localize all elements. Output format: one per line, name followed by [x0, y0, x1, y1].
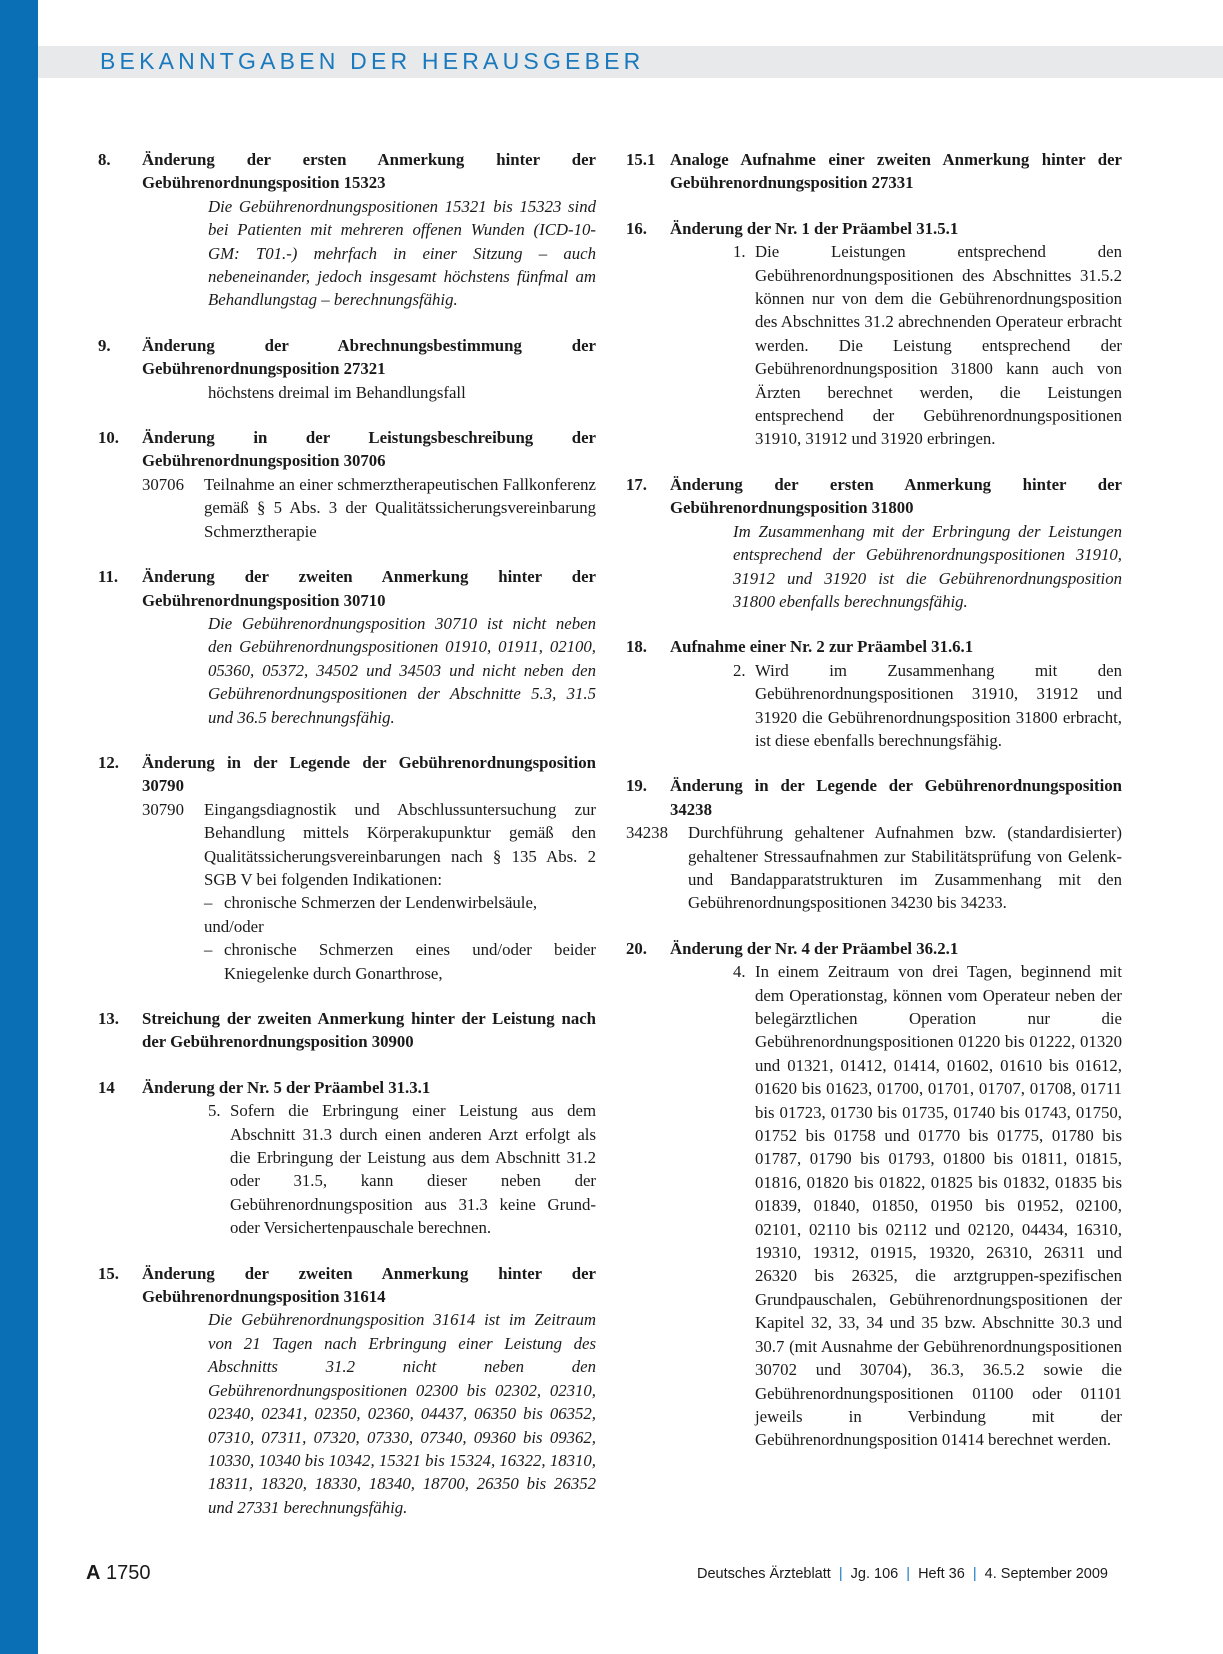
journal-date: 4. September 2009: [984, 1566, 1108, 1582]
item-number: 19.: [626, 776, 647, 796]
item-text: In einem Zeitraum von drei Tagen, beginnend mit dem Operationstag, können vom Operateur neben der belegärztlichen Operation nur die Gebührenordnungspositionen 01220 bis 01222, 01320 und 01321, 01412, 01414, 01602, 01610 bis 01612, 01620 bis 01623, 01700, 01701, 01707, 01708, 01711 bis 01723, 01730 bis 01735, 01740 bis 01743, 01750, 01752 bis 01758 und 01770 bis 01775, 01780 bis 01787, 01790 bis 01793, 01800 bis 01811, 01815, 01816, 01820 bis 01822, 01825 bis 01832, 01835 bis 01839, 01840, 01850, 01950 bis 01952, 02100, 02101, 02110 bis 02112 und 02120, 04434, 16310, 19310, 19312, 01915, 19320, 26310, 26311 und 26320 bis 26325, die arztgruppen-spezifischen Grundpauschalen, Gebührenordnungspositionen der Kapitel 32, 33, 34 und 35 bzw. Abschnitte 30.3 und 30.7 (mit Ausnahme der Gebührenordnungspositionen 30702 und 30704), 36.3, 36.5.2 sowie die Gebührenordnungspositionen 01100 oder 01101 jeweils in Verbindung mit der Gebührenordnungsposition 01414 berechnet werden.: [755, 962, 1122, 1450]
side-color-bar: [0, 0, 38, 1654]
item-8: [98, 148, 596, 312]
paragraph-number: 4.: [733, 962, 746, 982]
item-title: Analoge Aufnahme einer zweiten Anmerkung hinter der Gebührenordnungsposition 27331: [670, 150, 1122, 193]
item-text: Teilnahme an einer schmerztherapeutischen Fallkonferenz gemäß § 5 Abs. 3 der Qualitätssicherungsvereinbarung Schmerztherapie: [204, 474, 596, 541]
item-title: Änderung der zweiten Anmerkung hinter der Gebührenordnungsposition 31614: [142, 1263, 596, 1307]
indication-item: – chronische Schmerzen der Lendenwirbelsäule,: [204, 893, 538, 913]
item-title: Änderung in der Leistungsbeschreibung der Gebührenordnungsposition 30706: [142, 428, 596, 471]
item-title: Änderung in der Legende der Gebührenordnungsposition 30790: [142, 752, 596, 796]
item-text: Im Zusammenhang mit der Erbringung der Leistungen entsprechend der Gebührenordnungspositionen 31910, 31912 und 31920 ist die Gebührenordnungsposition 31800 ebenfalls berechnungsfähig.: [733, 521, 1122, 611]
item-title: Streichung der zweiten Anmerkung hinter der Leistung nach der Gebührenordnungsposition 30900: [142, 1009, 596, 1052]
item-16: [626, 217, 1122, 451]
item-title: Änderung der Nr. 1 der Präambel 31.5.1: [670, 218, 959, 238]
item-number: 11.: [98, 567, 119, 587]
journal-issue: Heft 36: [918, 1566, 965, 1582]
separator: |: [838, 1566, 843, 1582]
item-number: 10.: [98, 428, 119, 448]
item-number: 9.: [98, 335, 111, 355]
position-code: 30790: [142, 799, 184, 819]
item-text: Die Gebührenordnungsposition 30710 ist nicht neben den Gebührenordnungspositionen 01910, 01911, 02100, 05360, 05372, 34502 und 34503 und nicht neben den Gebührenordnungspositionen der Abschnitte 5.3, 31.5 und 36.5 berechnungsfähig.: [208, 613, 596, 727]
item-text: Die Leistungen entsprechend den Gebührenordnungspositionen des Abschnittes 31.5.2 können nur von dem die Gebührenordnungsposition des Abschnittes 31.2 abrechnenden Operateur erbracht werden. Die Leistung entsprechend der Gebührenordnungsposition 31800 kann auch von Ärzten berechnet werden, die Leistungen entsprechend der Gebührenordnungspositionen 31910, 31912 und 31920 erbringen.: [755, 242, 1122, 449]
indication-item: – chronische Schmerzen eines und/oder beider Kniegelenke durch Gonarthrose,: [204, 940, 596, 983]
item-text: höchstens dreimal im Behandlungsfall: [208, 382, 466, 402]
left-column: [98, 148, 596, 1541]
item-12: [98, 751, 596, 985]
item-15-1: [626, 148, 1122, 195]
item-number: 14: [98, 1077, 115, 1097]
item-17: [626, 473, 1122, 613]
paragraph-number: 2.: [733, 660, 746, 680]
separator: |: [906, 1566, 911, 1582]
item-text: Sofern die Erbringung einer Leistung aus dem Abschnitt 31.3 durch einen anderen Arzt erfolgt als die Erbringung der Leistung aus dem Abschnitt 31.2 oder 31.5, kann dieser neben der Gebührenordnungsposition aus 31.3 keine Grund- oder Versichertenpauschale berechnen.: [230, 1101, 596, 1238]
paragraph-number: 1.: [733, 242, 746, 262]
item-number: 12.: [98, 752, 119, 772]
item-text: Eingangsdiagnostik und Abschlussuntersuchung zur Behandlung mittels Körperakupunktur gemäß den Qualitätssicherungsvereinbarungen nach § 135 Abs. 2 SGB V bei folgenden Indikationen:: [204, 799, 596, 889]
item-20: [626, 937, 1122, 1452]
item-title: Änderung der Abrechnungsbestimmung der Gebührenordnungsposition 27321: [142, 335, 596, 379]
journal-name: Deutsches Ärzteblatt: [697, 1566, 831, 1582]
item-title: Änderung der zweiten Anmerkung hinter der Gebührenordnungsposition 30710: [142, 567, 596, 610]
page-number: [86, 1562, 151, 1585]
section-header-title: BEKANNTGABEN DER HERAUSGEBER: [100, 48, 645, 74]
item-text: Die Gebührenordnungspositionen 15321 bis 15323 sind bei Patienten mit mehreren offenen Wunden (ICD-10-GM: T01.-) mehrfach in einer Sitzung – auch nebeneinander, jedoch insgesamt höchstens fünfmal am Behandlungstag – berechnungsfähig.: [208, 196, 596, 310]
position-code: 34238: [626, 823, 668, 843]
separator: |: [972, 1566, 977, 1582]
item-14: [98, 1076, 596, 1240]
item-11: [98, 565, 596, 729]
item-number: 20.: [626, 938, 647, 958]
item-title: Änderung der Nr. 5 der Präambel 31.3.1: [142, 1077, 431, 1097]
item-title: Änderung der Nr. 4 der Präambel 36.2.1: [670, 938, 959, 958]
page-number-value: 1750: [106, 1562, 151, 1584]
item-number: 15.1: [626, 150, 656, 169]
item-15: [98, 1262, 596, 1519]
item-number: 18.: [626, 637, 647, 657]
journal-info: [697, 1566, 1108, 1582]
item-number: 8.: [98, 150, 111, 169]
item-18: [626, 635, 1122, 752]
item-13: [98, 1007, 596, 1054]
item-19: [626, 774, 1122, 914]
item-text: Die Gebührenordnungsposition 31614 ist im Zeitraum von 21 Tagen nach Erbringung einer Leistung des Abschnitts 31.2 nicht neben den Gebührenordnungspositionen 02300 bis 02302, 02310, 02340, 02341, 02350, 02360, 04437, 06350 bis 06352, 07310, 07311, 07320, 07330, 07340, 09360 bis 09362, 10330, 10340 bis 10342, 15321 bis 15324, 16322, 18310, 18311, 18320, 18330, 18340, 18700, 26350 bis 26352 und 27331 berechnungsfähig.: [208, 1310, 596, 1517]
journal-volume: Jg. 106: [850, 1566, 899, 1582]
item-title: Aufnahme einer Nr. 2 zur Präambel 31.6.1: [670, 637, 974, 657]
item-text: Durchführung gehaltener Aufnahmen bzw. (standardisierter) gehaltener Stressaufnahmen zur Stabilitätsprüfung von Gelenk- und Bandapparatstrukturen im Zusammenhang mit den Gebührenordnungspositionen 34230 bis 34233.: [688, 823, 1122, 913]
item-title: Änderung der ersten Anmerkung hinter der Gebührenordnungsposition 15323: [142, 150, 596, 193]
item-title: Änderung der ersten Anmerkung hinter der Gebührenordnungsposition 31800: [670, 474, 1122, 518]
item-9: [98, 334, 596, 404]
item-number: 16.: [626, 218, 647, 238]
paragraph-number: 5.: [208, 1101, 221, 1121]
right-column: [626, 148, 1122, 1474]
item-number: 13.: [98, 1009, 119, 1028]
item-number: 15.: [98, 1263, 119, 1283]
item-number: 17.: [626, 474, 647, 494]
item-10: [98, 426, 596, 543]
and-or-text: und/oder: [204, 916, 264, 936]
item-text: Wird im Zusammenhang mit den Gebührenordnungspositionen 31910, 31912 und 31920 die Gebührenordnungsposition 31800 erbracht, ist diese ebenfalls berechnungsfähig.: [755, 660, 1122, 750]
page-prefix: A: [86, 1562, 101, 1584]
position-code: 30706: [142, 474, 184, 494]
item-title: Änderung in der Legende der Gebührenordnungsposition 34238: [670, 776, 1122, 819]
